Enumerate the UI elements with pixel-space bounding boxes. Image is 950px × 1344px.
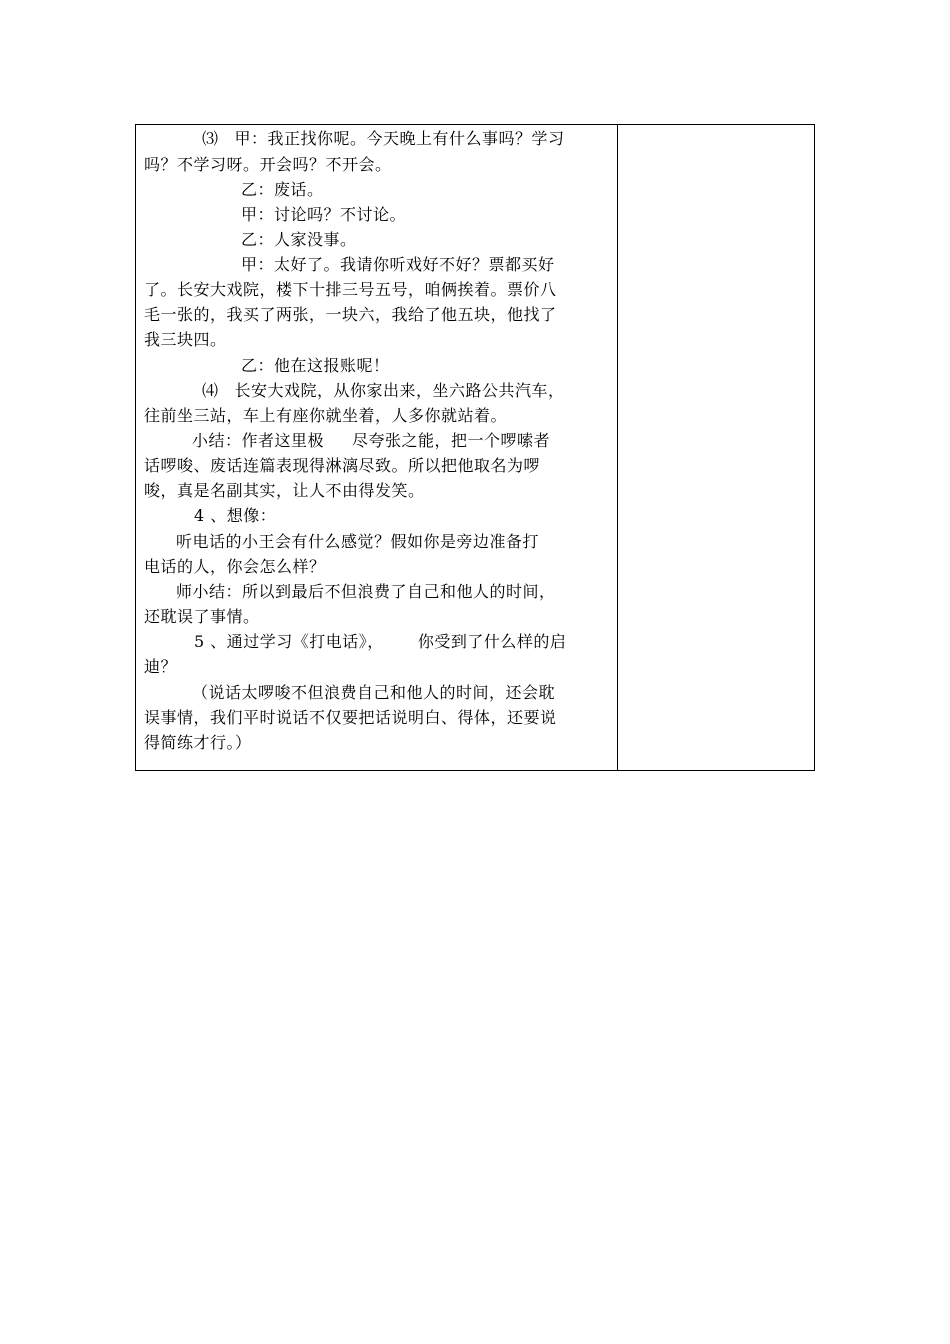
text-line: 乙：人家没事。 [241, 230, 357, 249]
text-line: （说话太啰唆不但浪费自己和他人的时间，还会耽 [192, 683, 556, 702]
text-line: 电话的人，你会怎么样？ [144, 557, 326, 576]
line-text: 者 [533, 431, 551, 450]
text-line: 得简练才行。） [144, 733, 252, 752]
text-line: 了。长安大戏院，楼下十排三号五号，咱俩挨着。票价八 [144, 280, 557, 299]
text-line: 甲：讨论吗？不讨论。 [241, 205, 407, 224]
text-line [202, 127, 565, 151]
line-text: 学习 [259, 632, 293, 651]
line-text: 长安大戏院，从你家出来，坐六路公共汽车， [234, 381, 565, 400]
text-line: 听电话的小王会有什么感觉？假如你是旁边准备打 [176, 532, 540, 551]
text-line: 4 、想像： [194, 506, 277, 525]
text-line: 我三块四。 [144, 330, 227, 349]
line-text: 《打电话》， [292, 632, 384, 651]
text-line: 话啰唆、废话连篇表现得淋漓尽致。所以把他取名为啰 [144, 456, 541, 475]
line-text: 甲：我正找你呢。今天晚上有什么事吗？学习 [234, 129, 565, 148]
column-divider [617, 125, 618, 770]
text-line: 吗？不学习呀。开会吗？不开会。 [144, 155, 392, 174]
line-text: 尽夸张之能，把一个啰嗦 [352, 431, 534, 450]
text-line: 还耽误了事情。 [144, 607, 260, 626]
text-line [202, 379, 565, 403]
lesson-table [135, 124, 815, 771]
text-line: 迪？ [144, 657, 178, 676]
text-line: 毛一张的，我买了两张，一块六，我给了他五块，他找了 [144, 305, 557, 324]
text-line: 往前坐三站，车上有座你就坐着，人多你就站着。 [144, 406, 508, 425]
item-marker: ⑷ [202, 381, 219, 400]
text-line: 乙：废话。 [241, 180, 324, 199]
line-text: 小结：作者 [192, 431, 275, 450]
text-line: 唆，真是名副其实，让人不由得发笑。 [144, 481, 425, 500]
text-line: 甲：太好了。我请你听戏好不好？票都买好 [241, 255, 555, 274]
item-marker: ⑶ [202, 129, 219, 148]
text-line: 乙：他在这报账呢！ [241, 356, 390, 375]
line-text: 5 、通过 [194, 632, 260, 651]
text-line: 误事情，我们平时说话不仅要把话说明白、得体，还要说 [144, 708, 557, 727]
line-text: 这里极 [274, 431, 325, 450]
text-line: 师小结：所以到最后不但浪费了自己和他人的时间， [176, 582, 556, 601]
line-text: 你受到了什么样的启 [417, 632, 567, 651]
text-line [192, 429, 550, 453]
text-line [194, 630, 566, 654]
